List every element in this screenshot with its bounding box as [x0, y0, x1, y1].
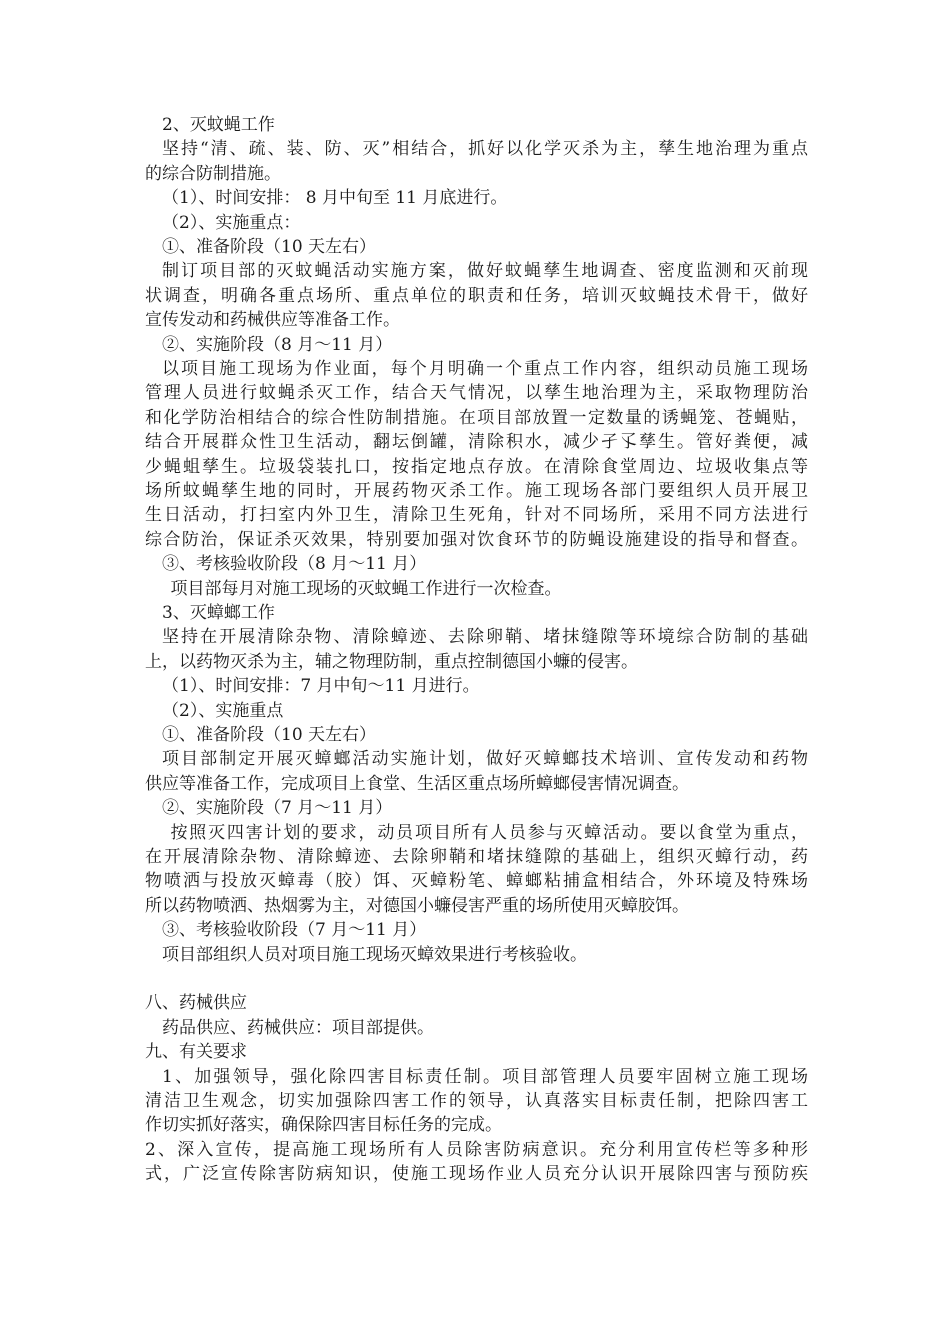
text-line: 九、有关要求 [145, 1042, 247, 1063]
text-line: 坚持“清、疏、装、防、灭”相结合，抓好以化学灭杀为主，孳生地治理为重点 [162, 139, 808, 160]
text-line: 项目部制定开展灭蟑螂活动实施计划，做好灭蟑螂技术培训、宣传发动和药物 [162, 749, 808, 770]
text-line: 场所蚊蝇孳生地的同时，开展药物灭杀工作。施工现场各部门要组织人员开展卫 [145, 481, 808, 501]
text-line: 坚持在开展清除杂物、清除蟑迹、去除卵鞘、堵抹缝隙等环境综合防制的基础 [162, 627, 808, 648]
text-line: 的综合防制措施。 [145, 163, 281, 184]
text-line: 清洁卫生观念，切实加强除四害工作的领导，认真落实目标责任制，把除四害工 [145, 1091, 808, 1111]
text-line: 1、加强领导，强化除四害目标责任制。项目部管理人员要牢固树立施工现场 [162, 1066, 808, 1087]
text-line: ①、准备阶段（10 天左右） [162, 237, 377, 257]
text-line: 3、灭蟑螂工作 [162, 603, 275, 623]
text-line: 宣传发动和药械供应等准备工作。 [145, 310, 400, 331]
text-line: 作切实抓好落实，确保除四害目标任务的完成。 [145, 1115, 502, 1136]
text-line: ③、考核验收阶段（7 月～11 月） [162, 920, 427, 941]
text-line: 2、灭蚊蝇工作 [162, 115, 275, 135]
text-line: 综合防治，保证杀灭效果，特别要加强对饮食环节的防蝇设施建设的指导和督查。 [145, 529, 808, 550]
text-line: 八、药械供应 [145, 993, 247, 1014]
text-line: ①、准备阶段（10 天左右） [162, 725, 377, 745]
text-line: 以项目施工现场为作业面，每个月明确一个重点工作内容，组织动员施工现场 [162, 359, 808, 379]
text-line: （2）、实施重点： [162, 212, 301, 233]
text-line: 少蝇蛆孳生。垃圾袋装扎口，按指定地点存放。在清除食堂周边、垃圾收集点等 [145, 456, 808, 477]
text-line: 2、深入宣传，提高施工现场所有人员除害防病意识。充分利用宣传栏等多种形 [145, 1139, 808, 1160]
text-line: 管理人员进行蚊蝇杀灭工作，结合天气情况，以孳生地治理为主，采取物理防治 [145, 383, 808, 404]
text-line: 和化学防治相结合的综合性防制措施。在项目部放置一定数量的诱蝇笼、苍蝇贴， [145, 407, 808, 428]
text-line: 物喷洒与投放灭蟑毒（胶）饵、灭蟑粉笔、蟑螂粘捕盒相结合，外环境及特殊场 [145, 871, 808, 892]
text-line: （2）、实施重点 [162, 700, 284, 721]
text-line: 按照灭四害计划的要求，动员项目所有人员参与灭蟑活动。要以食堂为重点， [170, 822, 808, 843]
text-line: 项目部每月对施工现场的灭蚊蝇工作进行一次检查。 [170, 578, 562, 599]
text-line: 上，以药物灭杀为主，辅之物理防制，重点控制德国小蠊的侵害。 [145, 651, 638, 672]
text-line: 所以药物喷洒、热烟雾为主，对德国小蠊侵害严重的场所使用灭蟑胶饵。 [145, 895, 689, 916]
text-line: （1）、时间安排： 8 月中旬至 11 月底进行。 [162, 188, 508, 209]
text-line: 项目部组织人员对项目施工现场灭蟑效果进行考核验收。 [162, 944, 587, 965]
text-line: ②、实施阶段（7 月～11 月） [162, 798, 393, 819]
text-line: 药品供应、药械供应：项目部提供。 [162, 1017, 434, 1038]
text-line: ②、实施阶段（8 月～11 月） [162, 334, 393, 355]
text-line: 生日活动，打扫室内外卫生，清除卫生死角，针对不同场所，采用不同方法进行 [145, 505, 808, 526]
text-line: 在开展清除杂物、清除蟑迹、去除卵鞘和堵抹缝隙的基础上，组织灭蟑行动，药 [145, 847, 808, 867]
text-line: （1）、时间安排：7 月中旬～11 月进行。 [162, 676, 480, 697]
text-line: 状调查，明确各重点场所、重点单位的职责和任务，培训灭蚊蝇技术骨干，做好 [145, 285, 808, 306]
text-line: ③、考核验收阶段（8 月～11 月） [162, 554, 427, 575]
text-line: 结合开展群众性卫生活动，翻坛倒罐，清除积水，减少孑孓孳生。管好粪便，减 [145, 432, 808, 453]
text-line: 制订项目部的灭蚊蝇活动实施方案，做好蚊蝇孳生地调查、密度监测和灭前现 [162, 261, 808, 282]
text-line: 式，广泛宣传除害防病知识，使施工现场作业人员充分认识开展除四害与预防疾 [145, 1164, 808, 1185]
text-line: 供应等准备工作，完成项目上食堂、生活区重点场所蟑螂侵害情况调查。 [145, 773, 689, 794]
